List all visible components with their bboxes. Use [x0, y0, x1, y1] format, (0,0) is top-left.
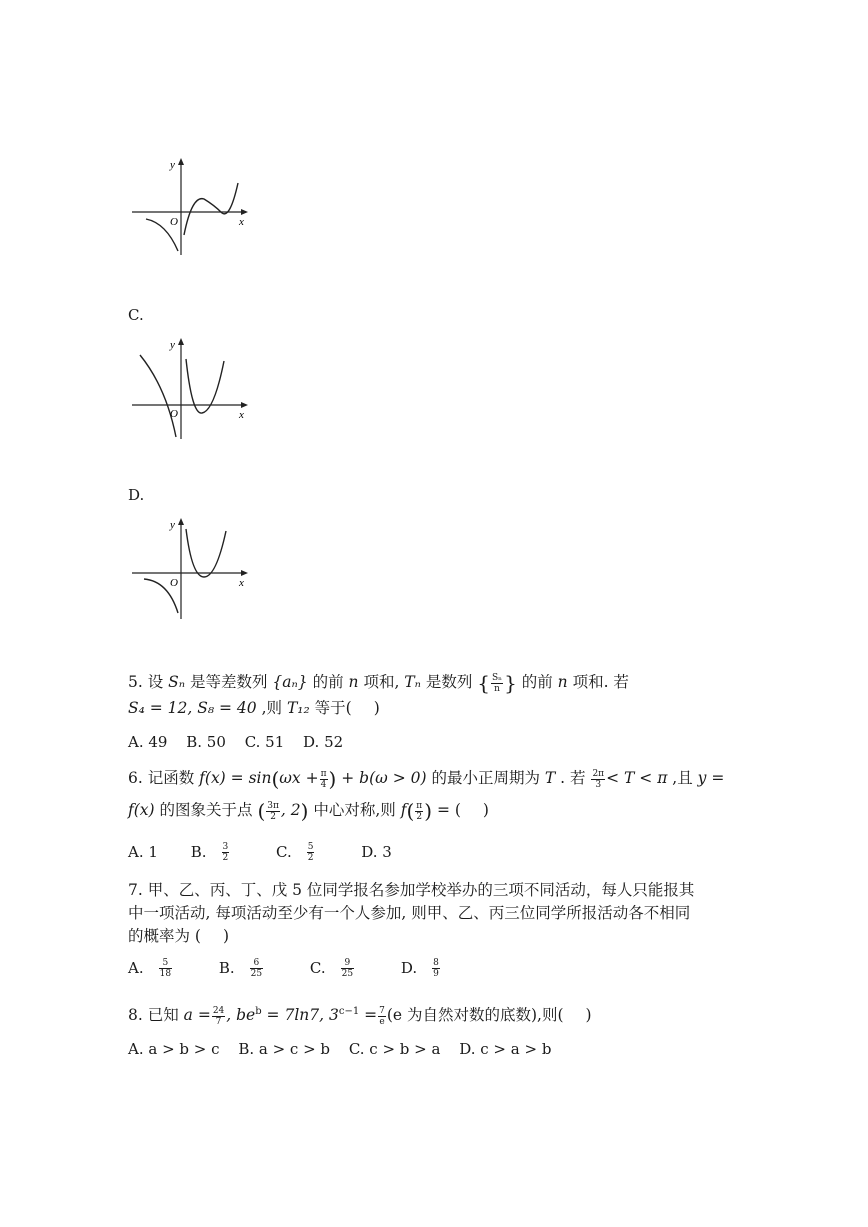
- function-graph-c: [126, 335, 256, 445]
- q6-option-d[interactable]: D. 3: [361, 842, 392, 861]
- q6-line-2: f(x) 的图象关于点 ( $\frac{3\pi}{2}$ , 2) 中心对称,则 f( $\frac{\pi}{2}$ ) = ( ): [128, 799, 489, 823]
- q7-line-1: 7. 甲、乙、丙、丁、戊 5 位同学报名参加学校举办的三项不同活动，每人只能报其: [128, 881, 695, 899]
- q5-option-b[interactable]: B. 50: [186, 733, 226, 751]
- graph-option-c: [126, 335, 256, 445]
- q5-option-a[interactable]: A. 49: [128, 733, 168, 751]
- option-c-label: C.: [128, 306, 144, 324]
- graph-option-d: [126, 515, 256, 625]
- svg-text:O: O: [170, 577, 178, 589]
- svg-text:y: y: [170, 519, 175, 531]
- q8-option-b[interactable]: B. a > c > b: [238, 1040, 331, 1058]
- q7-option-c[interactable]: C. $\frac{9}{25}$: [309, 958, 354, 979]
- svg-text:y: y: [170, 159, 175, 171]
- q7-option-a[interactable]: A. $\frac{5}{18}$: [128, 958, 172, 979]
- svg-text:O: O: [170, 408, 178, 420]
- svg-text:O: O: [170, 216, 178, 228]
- q8-option-d[interactable]: D. c > a > b: [459, 1040, 552, 1058]
- q7-line-2: 中一项活动, 每项活动至少有一个人参加, 则甲、乙、丙三位同学所报活动各不相同: [128, 904, 691, 922]
- q7-line-3: 的概率为 ( ): [128, 927, 230, 945]
- function-graph-d: [126, 515, 256, 625]
- q6-line-1: 6. 记函数 f(x) = sin(ωx + $\frac{\pi}{4}$ ) + b(ω > 0) 的最小正周期为 T . 若 $\frac{2\pi}{3}$ < T < π ,且 y =: [128, 767, 725, 791]
- q7-option-b[interactable]: B. $\frac{6}{25}$: [218, 958, 263, 979]
- q7-option-d[interactable]: D. $\frac{8}{9}$: [400, 958, 439, 979]
- q8-option-c[interactable]: C. c > b > a: [348, 1040, 441, 1058]
- q8-answers: [128, 1040, 565, 1058]
- svg-text:x: x: [239, 409, 244, 421]
- function-graph-b: [126, 155, 256, 265]
- svg-text:y: y: [170, 339, 175, 351]
- graph-option-b: [126, 155, 256, 265]
- q5-line-1: 5. 设 Sₙ 是等差数列 {aₙ} 的前 n 项和, Tₙ 是数列 { $\frac{\text{Sₙ}}{n}$ } 的前 n 项和. 若: [128, 671, 629, 695]
- q6-option-c[interactable]: C. $\frac{5}{2}$: [276, 842, 314, 863]
- q6-option-b[interactable]: B. $\frac{3}{2}$: [190, 842, 229, 863]
- q5-line-2: S₄ = 12, S₈ = 40 ,则 T₁₂ 等于( ): [128, 699, 380, 717]
- q8-line-1: 8. 已知 a = $\frac{24}{7}$ , $be^b = 7\ln 7$, $3^{c-1}$ = $\frac{7}{e}$ (e 为自然对数的底数),则( ): [128, 1005, 592, 1027]
- q6-option-a[interactable]: A. 1: [128, 842, 158, 861]
- q5-answers: [128, 733, 357, 751]
- q5-option-c[interactable]: C. 51: [244, 733, 285, 751]
- svg-text:x: x: [239, 577, 244, 589]
- option-d-label: D.: [128, 486, 145, 504]
- q8-option-a[interactable]: A. a > b > c: [128, 1040, 220, 1058]
- q5-option-d[interactable]: D. 52: [303, 733, 344, 751]
- svg-text:x: x: [239, 216, 244, 228]
- q7-answers: [128, 958, 482, 979]
- q6-answers: [128, 842, 420, 863]
